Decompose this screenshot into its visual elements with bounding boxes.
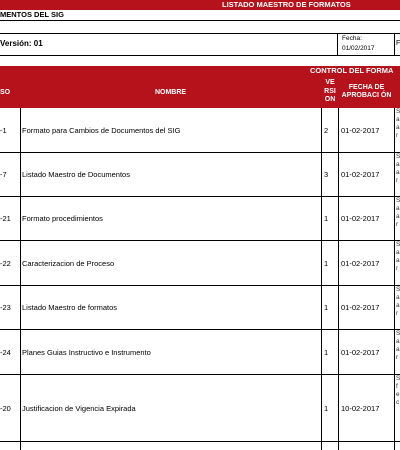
table-row[interactable] xyxy=(0,108,400,152)
control-title-bar xyxy=(0,66,400,76)
row-code: -22 xyxy=(0,258,11,268)
row-nombre: Listado Maestro de Documentos xyxy=(22,170,130,179)
row-version: 1 xyxy=(324,303,329,312)
table-row[interactable] xyxy=(0,330,400,374)
row-extra: S a a r xyxy=(396,241,400,272)
document-title: LISTADO MAESTRO DE FORMATOS xyxy=(222,0,351,9)
row-extra: S a a r xyxy=(396,330,400,361)
table-row[interactable] xyxy=(0,286,400,329)
row-fecha: 01-02-2017 xyxy=(341,214,380,223)
table-row[interactable] xyxy=(0,241,400,285)
row-extra: S a a r xyxy=(396,197,400,228)
row-nombre: Planes Guias Instructivo e Instrumento xyxy=(22,347,151,357)
document-title-bar xyxy=(0,0,400,10)
row-fecha: 01-02-2017 xyxy=(341,258,380,268)
column-header-fecha: FECHA DE APROBACI ÓN xyxy=(341,83,392,99)
row-fecha: 01-02-2017 xyxy=(341,303,380,312)
row-code: -20 xyxy=(0,403,11,413)
document-subtitle: MENTOS DEL SIG xyxy=(0,10,64,19)
row-extra: S a a r xyxy=(396,153,400,184)
row-fecha: 01-02-2017 xyxy=(341,347,380,357)
row-version: 1 xyxy=(324,214,329,223)
column-header-nombre: NOMBRE xyxy=(154,88,187,96)
row-nombre: Listado Maestro de formatos xyxy=(22,303,118,312)
row-divider xyxy=(0,441,400,442)
row-nombre: Formato para Cambios de Documentos del SIG xyxy=(22,125,181,135)
column-header-code: SO xyxy=(0,88,11,96)
divider xyxy=(0,20,400,21)
table-row[interactable] xyxy=(0,197,400,240)
table-row[interactable] xyxy=(0,375,400,441)
row-code: -7 xyxy=(0,170,7,179)
row-version: 1 xyxy=(324,258,329,268)
fecha-cell xyxy=(338,33,394,55)
divider xyxy=(0,55,400,56)
row-nombre: Justificacion de Vigencia Expirada xyxy=(22,403,136,413)
row-code: -24 xyxy=(0,347,11,357)
row-fecha: 01-02-2017 xyxy=(341,125,380,135)
edge-letter: F xyxy=(396,40,400,47)
version-label: Versión: 01 xyxy=(0,39,43,48)
row-nombre: Caracterizacion de Proceso xyxy=(22,258,115,268)
row-nombre: Formato procedimientos xyxy=(22,214,103,223)
row-fecha: 01-02-2017 xyxy=(341,170,380,179)
divider xyxy=(394,33,395,55)
fecha-label: Fecha: xyxy=(342,35,362,42)
row-code: -1 xyxy=(0,125,7,135)
table-header xyxy=(0,76,400,108)
control-title: CONTROL DEL FORMA xyxy=(310,66,394,75)
row-fecha: 10-02-2017 xyxy=(341,403,380,413)
row-extra: S a a r xyxy=(396,286,400,317)
row-version: 2 xyxy=(324,125,329,135)
row-extra: S a a r xyxy=(396,108,400,139)
column-header-version: VE RSI ON xyxy=(324,79,336,104)
table-row[interactable] xyxy=(0,153,400,196)
row-extra: S f e c xyxy=(396,375,400,406)
row-code: -21 xyxy=(0,214,11,223)
row-version: 1 xyxy=(324,403,329,413)
fecha-value: 01/02/2017 xyxy=(342,45,375,52)
row-code: -23 xyxy=(0,303,11,312)
row-version: 1 xyxy=(324,347,329,357)
row-version: 3 xyxy=(324,170,329,179)
